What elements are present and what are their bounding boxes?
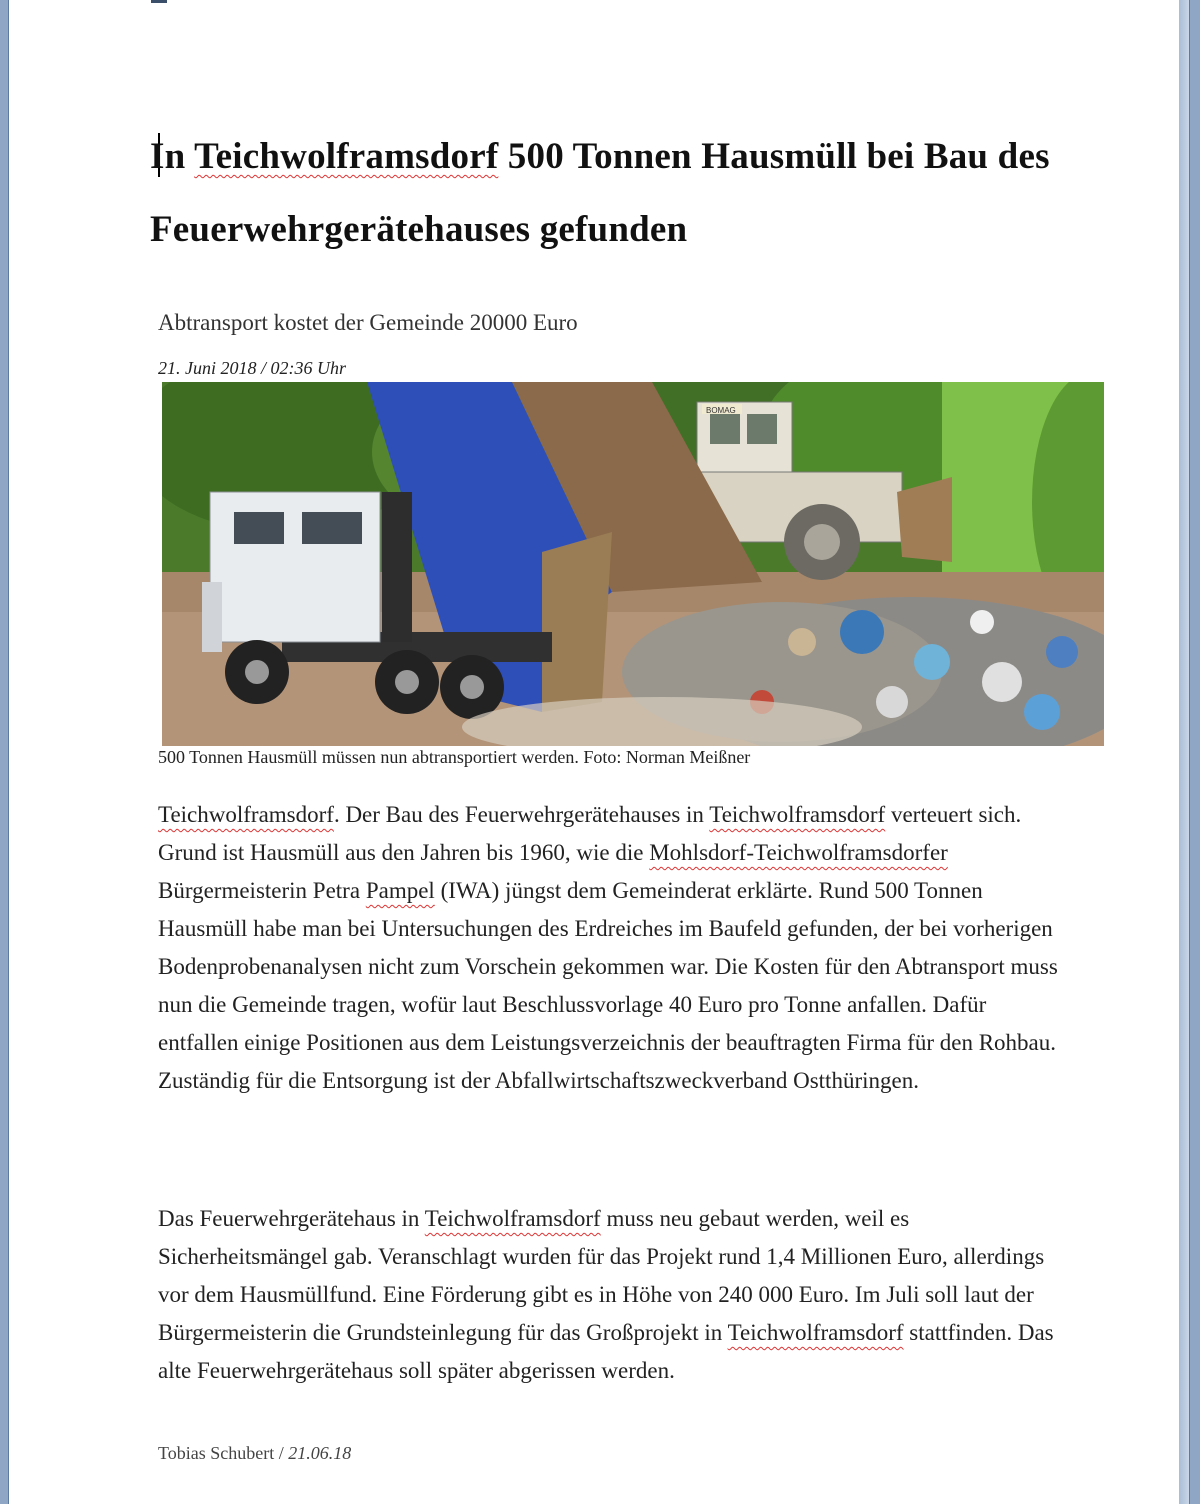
text-run: (IWA) jüngst dem Gemeinderat erklärte. Rund 500 Tonnen Hausmüll habe man bei Untersuchungen des Erdreiches im Baufeld gefunden, der bei vorherigen Bodenprobenanalysen nicht zum Vorschein gekommen war. Die Kosten für den Abtransport muss nun die Gemeinde tragen, wofür laut Beschlussvorlage 40 Euro pro Tonne anfallen. Dafür entfallen einige Positionen aus dem Leistungsverzeichnis der beauftragten Firma für den Rohbau. Zuständig für die Entsorgung ist der Abfallwirtschaftszweckverband Ostthüringen. <box>158 878 1058 1093</box>
paragraph-2[interactable] <box>158 1200 1070 1390</box>
spellcheck-flagged-word: Mohlsdorf-Teichwolframsdorfer <box>649 840 948 865</box>
author-date: 21.06.18 <box>288 1443 352 1463</box>
text-run: muss neu gebaut werden, weil es Sicherheitsmängel gab. Veranschlagt wurden für das Projekt rund 1,4 Millionen Euro, allerdings vor dem Hausmüllfund. Eine Förderung gibt es in Höhe von 240 000 Euro. Im Juli soll laut der Bürgermeisterin die Grundsteinlegung für das Großprojekt in <box>158 1206 1045 1345</box>
photo-illustration <box>162 382 1104 746</box>
publish-date[interactable]: 21. Juni 2018 / 02:36 Uhr <box>158 358 346 378</box>
author-name: Tobias Schubert / <box>158 1443 289 1463</box>
spellcheck-flagged-word: Teichwolframsdorf <box>709 802 886 827</box>
window-edge <box>1179 0 1189 1504</box>
spellcheck-flagged-word: Teichwolframsdorf <box>424 1206 601 1231</box>
spellcheck-flagged-word: Pampel <box>365 878 435 903</box>
compactor-brand: BOMAG <box>706 406 736 415</box>
subtitle[interactable]: Abtransport kostet der Gemeinde 20000 Euro <box>158 310 578 335</box>
spellcheck-flagged-word: Teichwolframsdorf <box>194 136 499 177</box>
text-run: Das Feuerwehrgerätehaus in <box>158 1206 425 1231</box>
paragraph-1[interactable] <box>158 796 1070 1100</box>
photo-caption[interactable]: 500 Tonnen Hausmüll müssen nun abtransportiert werden. Foto: Norman Meißner <box>158 747 751 767</box>
spellcheck-flagged-word: Teichwolframsdorf <box>158 802 334 827</box>
text-run: verteuert sich. Grund ist Hausmüll aus den Jahren bis 1960, wie die <box>158 802 1022 865</box>
text-run: Bürgermeisterin Petra <box>158 878 366 903</box>
author-line[interactable] <box>158 1443 351 1464</box>
ruler-marker <box>151 0 167 3</box>
headline[interactable] <box>150 120 1070 266</box>
article-photo[interactable] <box>162 382 1104 746</box>
text-run: In <box>150 136 195 177</box>
text-run: 500 Tonnen Hausmüll bei Bau des Feuerwehrgerätehauses gefunden <box>150 136 1050 250</box>
text-run: . Der Bau des Feuerwehrgerätehauses in <box>333 802 710 827</box>
document-page <box>8 0 1190 1504</box>
text-run: stattfinden. Das alte Feuerwehrgerätehaus soll später abgerissen werden. <box>158 1320 1054 1383</box>
spellcheck-flagged-word: Teichwolframsdorf <box>727 1320 904 1345</box>
